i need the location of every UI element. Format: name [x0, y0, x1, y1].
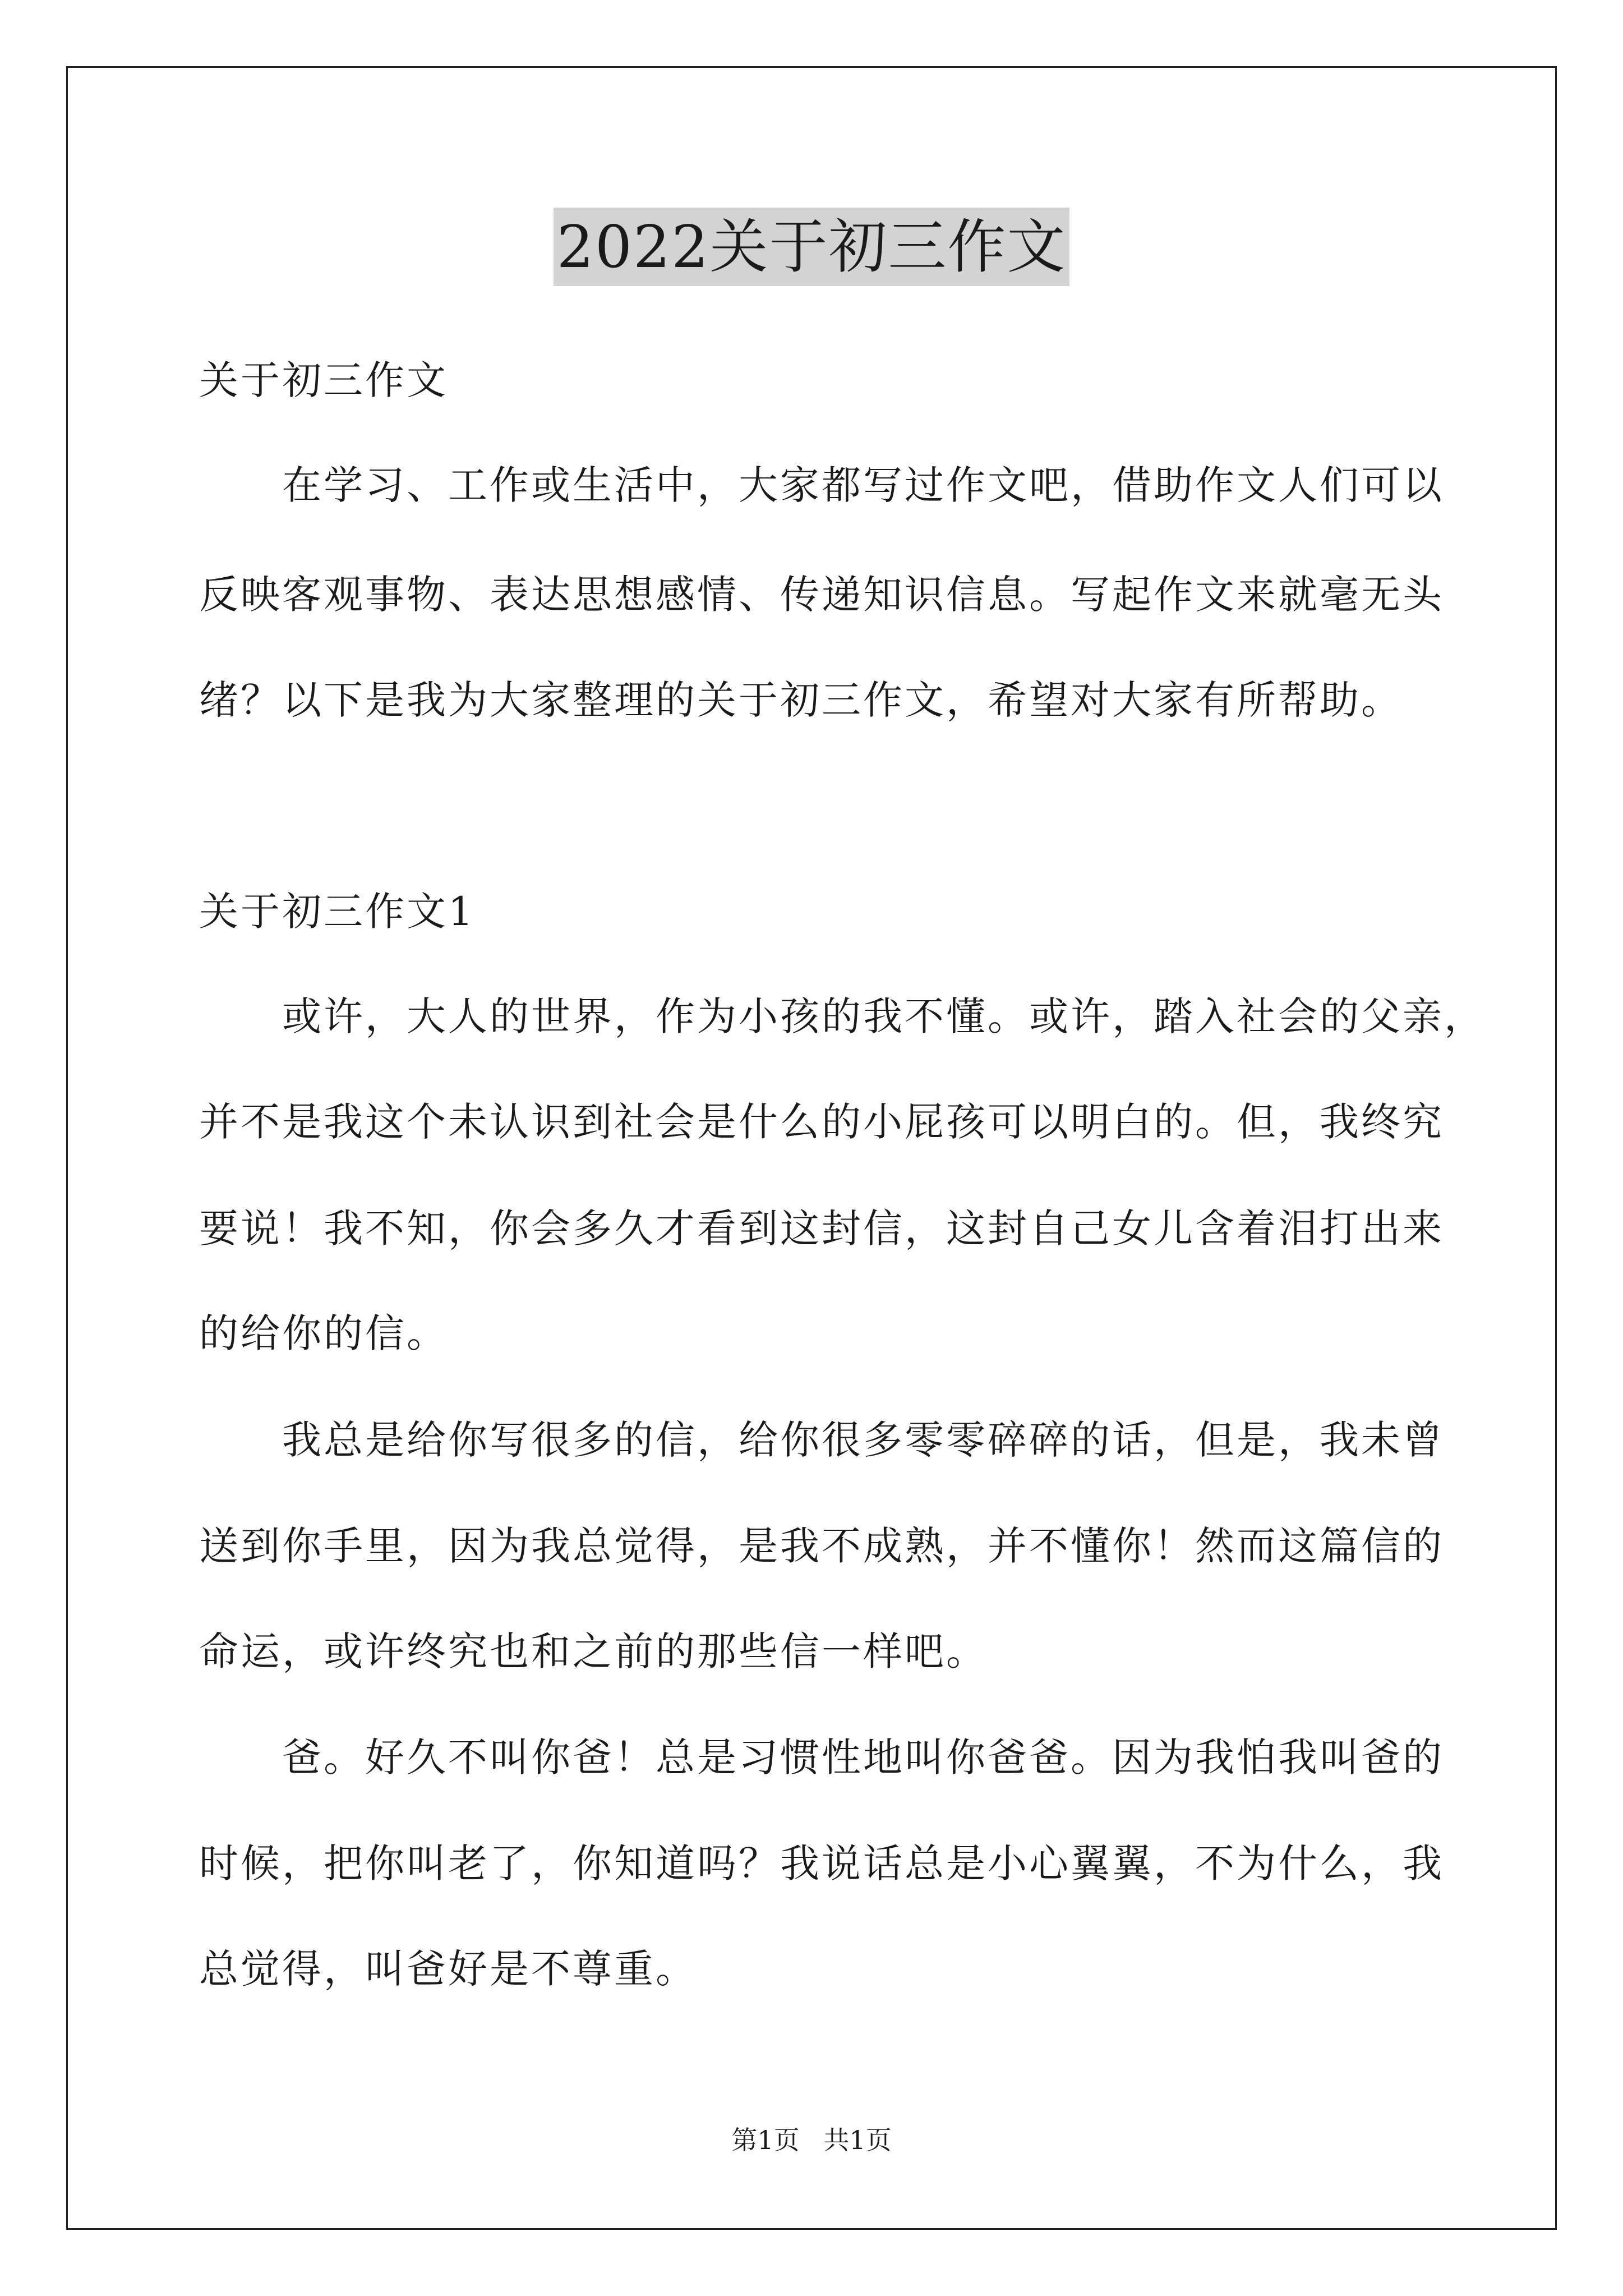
- intro-line: 绪？以下是我为大家整理的关于初三作文，希望对大家有所帮助。: [199, 677, 1403, 723]
- paragraph-line: 并不是我这个未认识到社会是什么的小屁孩可以明白的。但，我终究: [199, 1099, 1444, 1145]
- paragraph-line: 时候，把你叫老了，你知道吗？我说话总是小心翼翼，不为什么，我: [199, 1841, 1444, 1887]
- page-total: 共1页: [823, 2125, 892, 2155]
- intro-line: 在学习、工作或生活中，大家都写过作文吧，借助作文人们可以: [282, 462, 1444, 508]
- paragraph-line: 命运，或许终究也和之前的那些信一样吧。: [199, 1628, 988, 1674]
- paragraph-line: 的给你的信。: [199, 1310, 448, 1356]
- paragraph-line: 我总是给你写很多的信，给你很多零零碎碎的话，但是，我未曾: [282, 1417, 1444, 1463]
- intro-line: 反映客观事物、表达思想感情、传递知识信息。写起作文来就毫无头: [199, 572, 1444, 618]
- subtitle: 关于初三作文: [199, 357, 448, 403]
- paragraph-line: 或许，大人的世界，作为小孩的我不懂。或许，踏入社会的父亲，: [282, 993, 1486, 1039]
- paragraph-line: 总觉得，叫爸好是不尊重。: [199, 1946, 697, 1992]
- paragraph-line: 爸。好久不叫你爸！总是习惯性地叫你爸爸。因为我怕我叫爸的: [282, 1734, 1444, 1780]
- page-number: 第1页: [731, 2125, 800, 2155]
- paragraph-line: 要说！我不知，你会多久才看到这封信，这封自己女儿含着泪打出来: [199, 1205, 1444, 1251]
- section-heading: 关于初三作文1: [199, 889, 476, 935]
- title-container: [0, 208, 1623, 286]
- page-footer: [0, 2123, 1623, 2157]
- document-title: 2022关于初三作文: [554, 208, 1070, 286]
- paragraph-line: 送到你手里，因为我总觉得，是我不成熟，并不懂你！然而这篇信的: [199, 1523, 1444, 1569]
